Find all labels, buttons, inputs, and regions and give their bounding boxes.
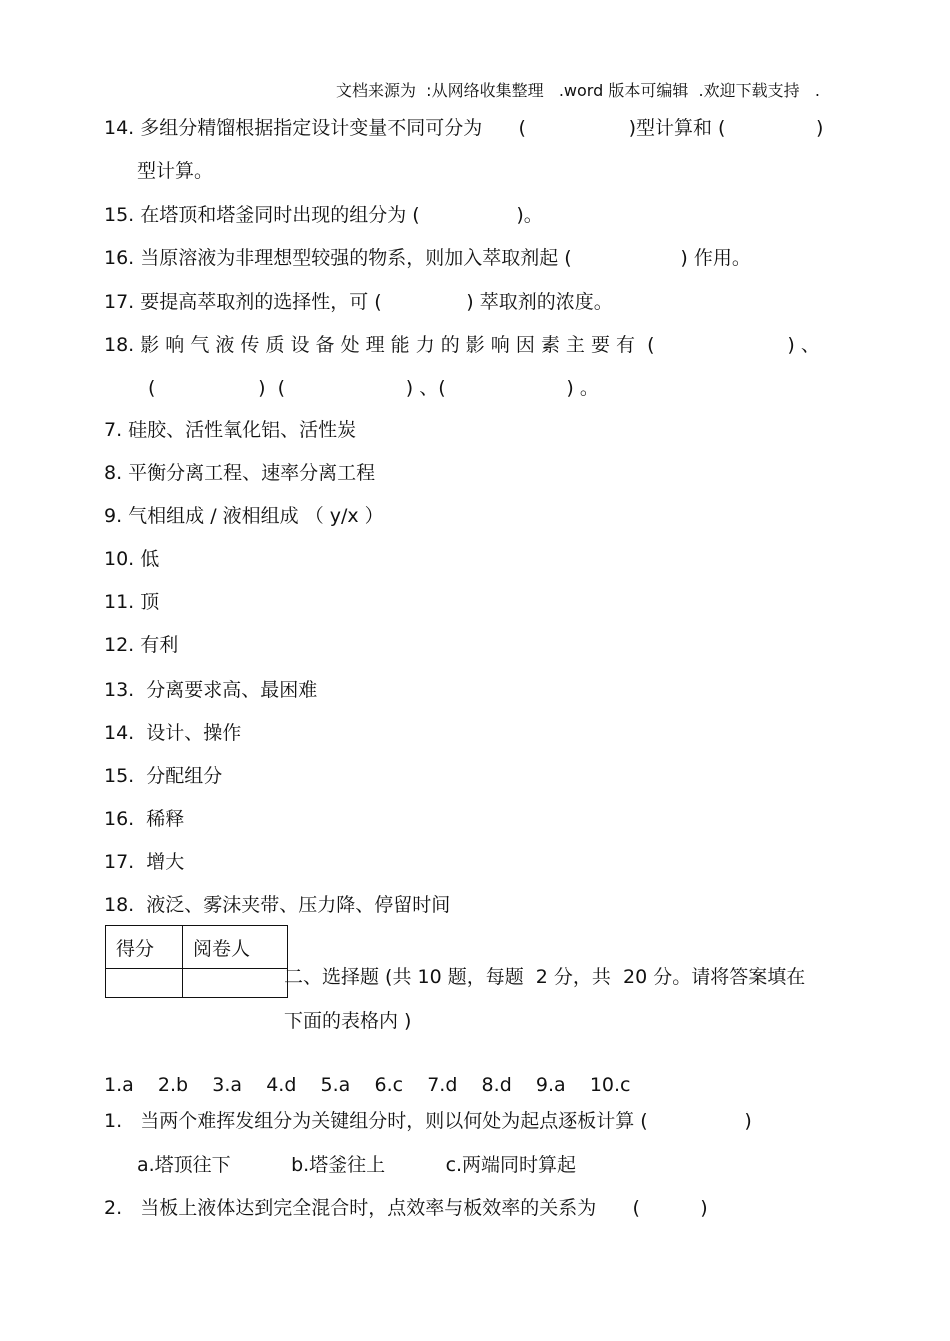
choice-question-1: 1. 当两个难挥发组分为关键组分时，则以何处为起点逐板计算 ( ) [104, 1110, 752, 1132]
answer-7: 7. 硅胶、活性氧化铝、活性炭 [104, 419, 357, 441]
question-17: 17. 要提高萃取剂的选择性，可 ( ) 萃取剂的浓度。 [104, 291, 613, 313]
answer-10: 10. 低 [104, 548, 160, 570]
score-cell [106, 969, 183, 998]
question-14-line-1: 14. 多组分精馏根据指定设计变量不同可分为 ( )型计算和 ( ) [104, 117, 824, 139]
question-15: 15. 在塔顶和塔釜同时出现的组分为 ( )。 [104, 204, 543, 226]
question-14-line-2: 型计算。 [137, 160, 214, 182]
choice-question-2: 2. 当板上液体达到完全混合时，点效率与板效率的关系为 ( ) [104, 1197, 708, 1219]
section-2-title-line-1: 二、选择题 (共 10 题，每题 2 分，共 20 分。请将答案填在 [284, 966, 806, 988]
answer-14: 14. 设计、操作 [104, 722, 242, 744]
page-header-note: 文档来源为 :从网络收集整理 .word 版本可编辑 .欢迎下载支持 . [336, 81, 820, 100]
answer-12: 12. 有利 [104, 634, 179, 656]
answer-9: 9. 气相组成 / 液相组成 （ y/x ） [104, 505, 384, 527]
choice-question-1-options: a.塔顶往下 b.塔釜往上 c.两端同时算起 [137, 1154, 577, 1176]
answer-18: 18. 液泛、雾沫夹带、压力降、停留时间 [104, 894, 451, 916]
reviewer-label: 阅卷人 [183, 926, 288, 969]
question-18-line-2: ( ) ( ) 、( ) 。 [148, 377, 599, 399]
answer-17: 17. 增大 [104, 851, 185, 873]
answer-11: 11. 顶 [104, 591, 160, 613]
answer-15: 15. 分配组分 [104, 765, 223, 787]
question-18-line-1: 18. 影 响 气 液 传 质 设 备 处 理 能 力 的 影 响 因 素 主 要 有 ( ) 、 [104, 334, 820, 356]
choice-answer-key: 1.a 2.b 3.a 4.d 5.a 6.c 7.d 8.d 9.a 10.c [104, 1074, 631, 1096]
score-table [105, 925, 288, 998]
score-label: 得分 [106, 926, 183, 969]
answer-8: 8. 平衡分离工程、速率分离工程 [104, 462, 376, 484]
question-16: 16. 当原溶液为非理想型较强的物系，则加入萃取剂起 ( ) 作用。 [104, 247, 751, 269]
section-2-title-line-2: 下面的表格内 ) [284, 1010, 412, 1032]
answer-13: 13. 分离要求高、最困难 [104, 679, 318, 701]
reviewer-cell [183, 969, 288, 998]
answer-16: 16. 稀释 [104, 808, 185, 830]
